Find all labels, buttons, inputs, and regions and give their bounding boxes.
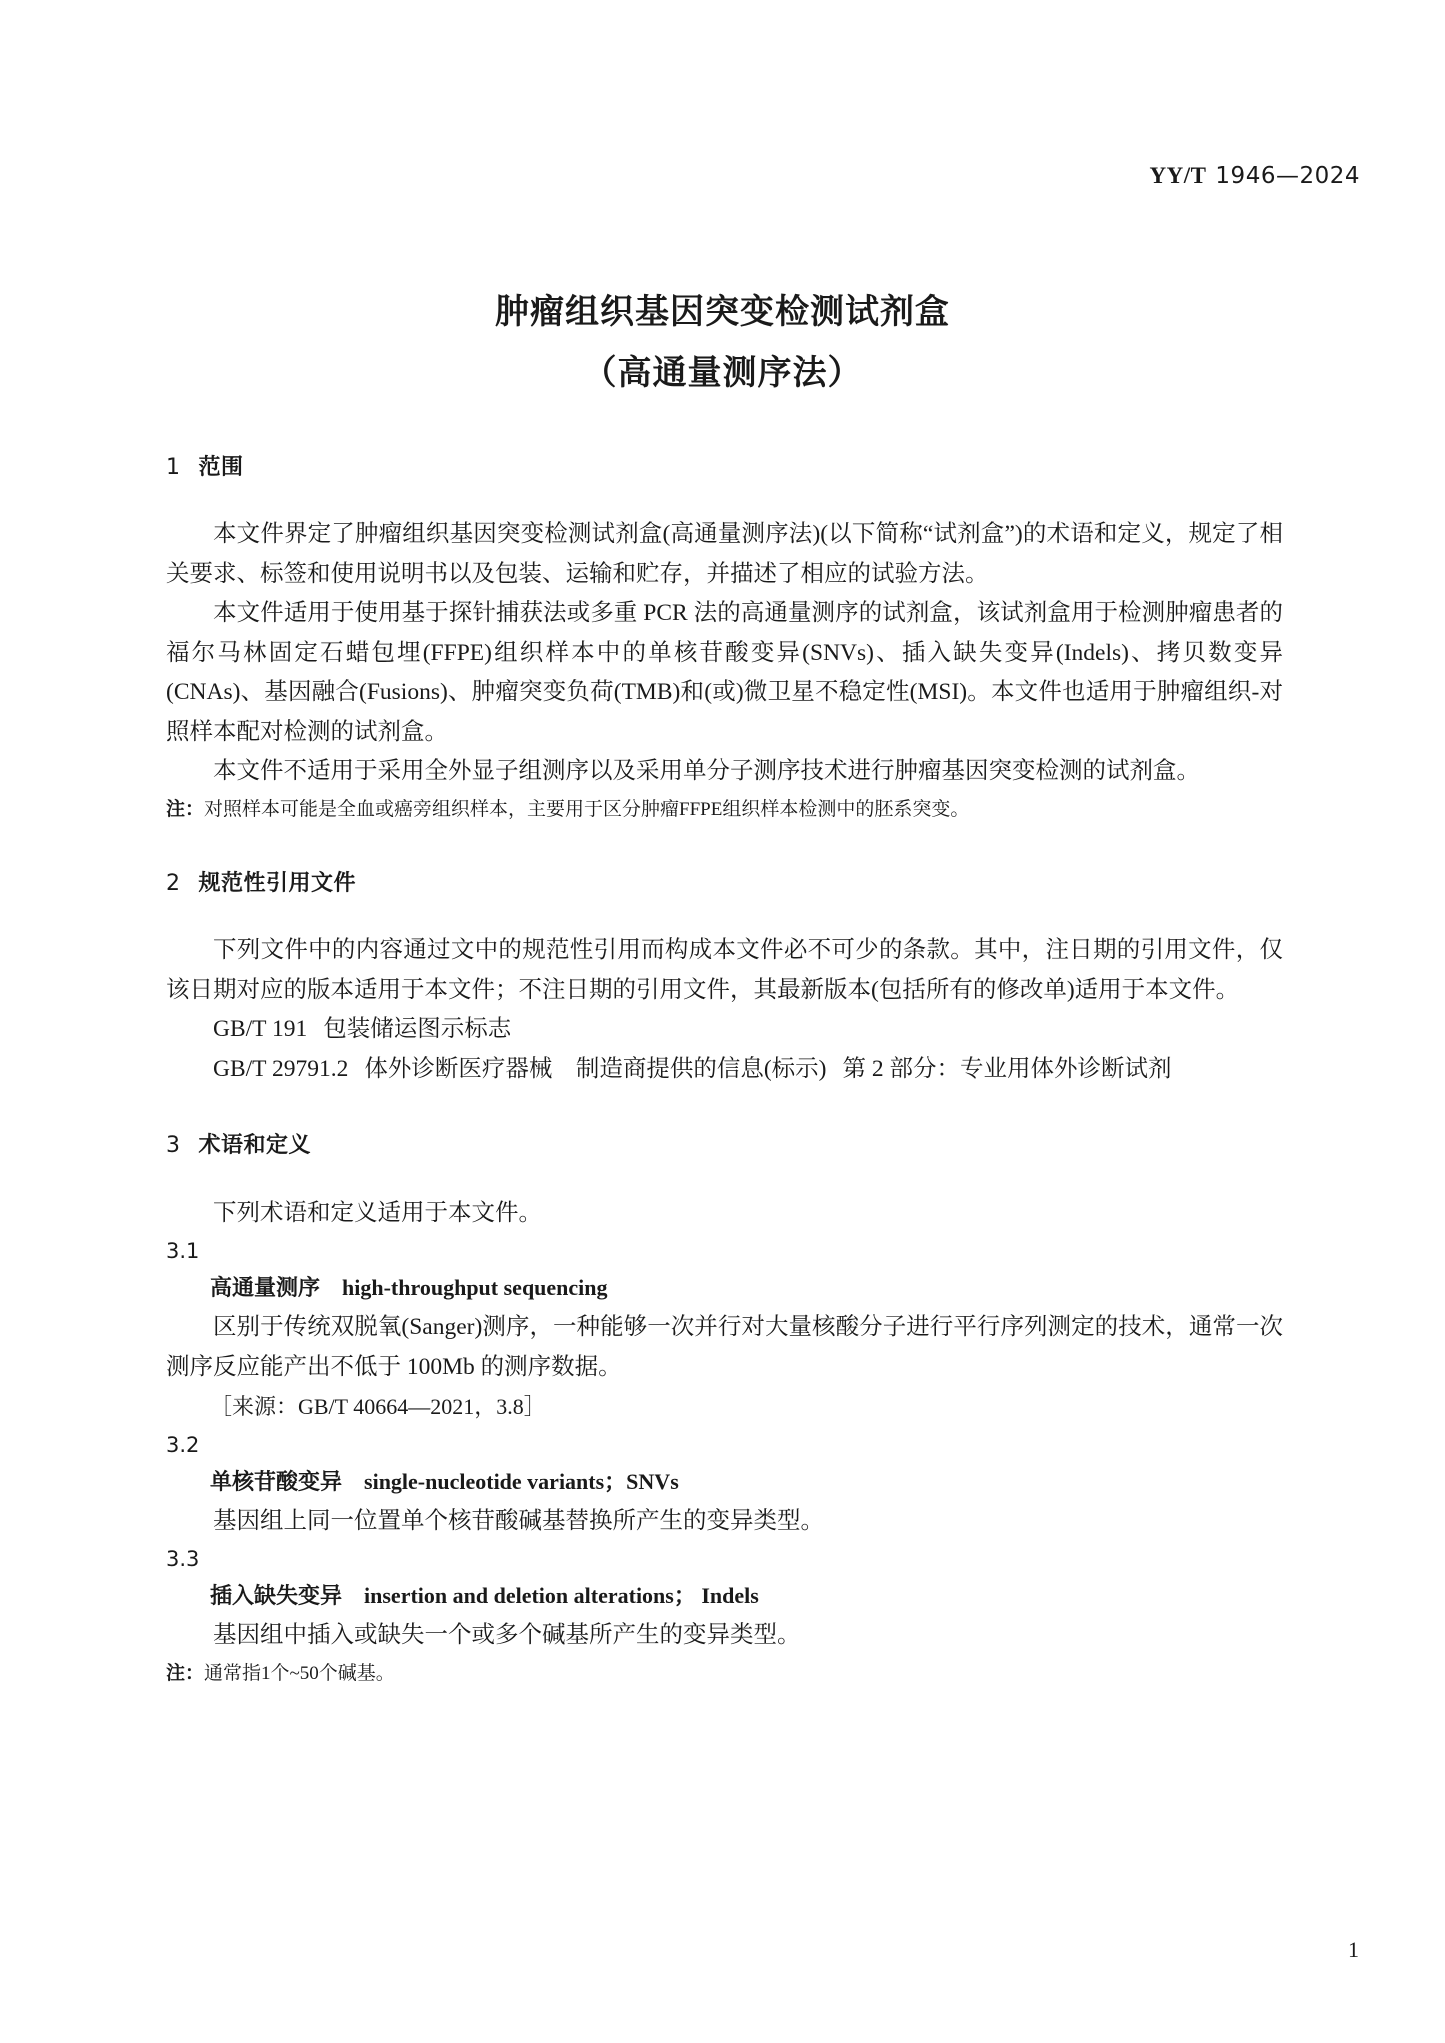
note-label: 注：	[166, 797, 205, 820]
term-heading-3-2	[166, 1463, 1283, 1502]
term-note-3-3	[166, 1656, 1283, 1691]
clause-heading-3	[166, 1133, 1283, 1159]
note-label: 注：	[166, 1661, 205, 1684]
term-definition-3-2: 基因组上同一位置单个核苷酸碱基替换所产生的变异类型。	[213, 1507, 824, 1534]
term-definition-3-3: 基因组中插入或缺失一个或多个碱基所产生的变异类型。	[213, 1622, 801, 1649]
normative-ref-item	[166, 1050, 1283, 1090]
term-number-3-1: 3.1	[166, 1239, 200, 1264]
normative-ref-part: 第 2 部分：专业用体外诊断试剂	[842, 1055, 1172, 1082]
scope-paragraph-3: 本文件不适用于采用全外显子组测序以及采用单分子测序技术进行肿瘤基因突变检测的试剂盒。	[213, 758, 1200, 785]
running-header	[1149, 163, 1360, 189]
normative-ref-title: 体外诊断医疗器械 制造商提供的信息(标示)	[364, 1055, 827, 1082]
term-definition-3-1: 区别于传统双脱氧(Sanger)测序，一种能够一次并行对大量核酸分子进行平行序列测定的技术，通常一次测序反应能产出不低于 100Mb 的测序数据。	[166, 1314, 1283, 1380]
term-heading-3-3	[166, 1577, 1283, 1616]
standard-number: 1946—2024	[1215, 163, 1360, 189]
normative-ref-id: GB/T 191	[213, 1016, 308, 1043]
standard-prefix: YY/T	[1149, 163, 1207, 188]
term-zh-3-3: 插入缺失变异	[210, 1584, 343, 1610]
clause-number-3: 3	[166, 1133, 181, 1159]
note-text: 通常指1个~50个碱基。	[204, 1662, 395, 1684]
terms-intro: 下列术语和定义适用于本文件。	[213, 1199, 542, 1226]
note-text: 对照样本可能是全血或癌旁组织样本，主要用于区分肿瘤FFPE组织样本检测中的胚系突变。	[204, 798, 970, 820]
scope-paragraph-1: 本文件界定了肿瘤组织基因突变检测试剂盒(高通量测序法)(以下简称“试剂盒”)的术语和定义，规定了相关要求、标签和使用说明书以及包装、运输和贮存，并描述了相应的试验方法。	[166, 521, 1283, 587]
normative-ref-title: 包装储运图示标志	[323, 1016, 512, 1043]
term-number-3-3: 3.3	[166, 1547, 200, 1572]
document-body	[166, 455, 1283, 1691]
clause-title-3: 术语和定义	[198, 1133, 312, 1159]
page-subtitle: （高通量测序法）	[582, 353, 863, 393]
clause-heading-2	[166, 871, 1283, 897]
term-en-3-1: high-throughput sequencing	[342, 1275, 608, 1301]
scope-note	[166, 792, 1283, 827]
term-source-3-1: ［来源：GB/T 40664—2021，3.8］	[210, 1394, 546, 1420]
normative-ref-id: GB/T 29791.2	[213, 1055, 349, 1082]
clause-number-1: 1	[166, 455, 181, 480]
normative-ref-item	[166, 1010, 1283, 1050]
normative-refs-intro: 下列文件中的内容通过文中的规范性引用而构成本文件必不可少的条款。其中，注日期的引用文件，仅该日期对应的版本适用于本文件；不注日期的引用文件，其最新版本(包括所有的修改单)适用于本文件。	[166, 937, 1283, 1003]
clause-title-2: 规范性引用文件	[198, 870, 357, 896]
page-number: 1	[1348, 1937, 1359, 1962]
page-title: 肿瘤组织基因突变检测试剂盒	[495, 292, 950, 332]
term-en-3-2: single-nucleotide variants；SNVs	[364, 1468, 679, 1494]
term-zh-3-2: 单核苷酸变异	[210, 1469, 343, 1495]
term-zh-3-1: 高通量测序	[210, 1276, 321, 1302]
clause-number-2: 2	[166, 870, 181, 896]
clause-title-1: 范围	[198, 455, 244, 480]
term-number-3-2: 3.2	[166, 1432, 200, 1457]
clause-heading-1	[166, 455, 1283, 481]
term-heading-3-1	[166, 1269, 1283, 1308]
term-en-3-3: insertion and deletion alterations； Indels	[364, 1583, 759, 1609]
scope-paragraph-2: 本文件适用于使用基于探针捕获法或多重 PCR 法的高通量测序的试剂盒，该试剂盒用于检测肿瘤患者的福尔马林固定石蜡包埋(FFPE)组织样本中的单核苷酸变异(SNVs)、插入缺失变异(Indels)、拷贝数变异(CNAs)、基因融合(Fusions)、肿瘤突变负荷(TMB)和(或)微卫星不稳定性(MSI)。本文件也适用于肿瘤组织-对照样本配对检测的试剂盒。	[166, 600, 1283, 745]
